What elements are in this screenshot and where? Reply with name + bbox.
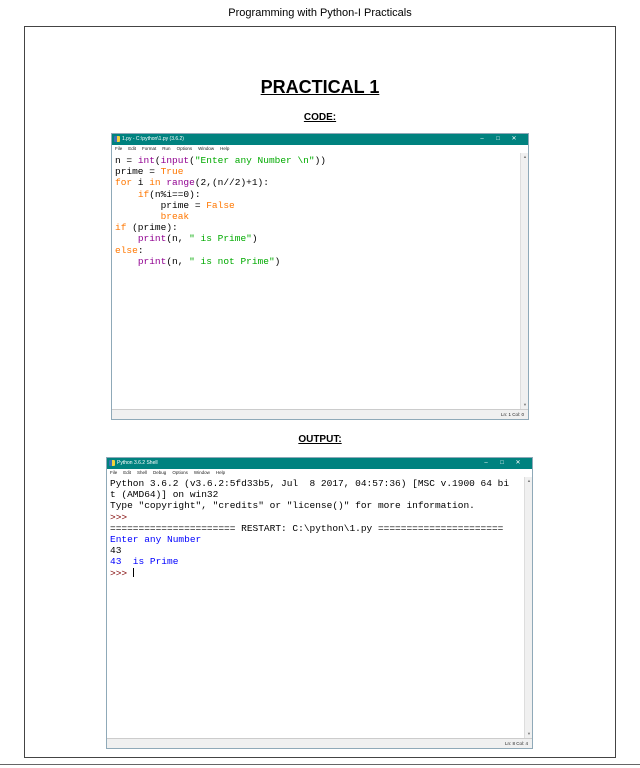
menu-item-file[interactable]: File — [115, 146, 123, 151]
code-token: (prime): — [126, 222, 178, 234]
shell-status-bar: Ln: 8 Col: 4 — [107, 738, 532, 748]
output-heading: OUTPUT: — [298, 434, 342, 445]
close-icon[interactable]: ✕ — [515, 460, 521, 466]
menu-item-format[interactable]: Format — [142, 146, 157, 151]
code-token: t (AMD64)] on win32 — [110, 489, 219, 501]
page-bottom-rule — [0, 764, 640, 765]
minimize-icon[interactable]: – — [484, 460, 488, 466]
code-token: ( — [154, 155, 161, 166]
python-app-icon — [114, 136, 120, 142]
code-token: if — [115, 222, 127, 234]
code-token: >>> — [110, 511, 133, 523]
menu-item-edit[interactable]: Edit — [128, 146, 137, 151]
editor-status-bar: Ln: 1 Col: 0 — [112, 409, 528, 419]
code-token: 43 — [110, 545, 122, 557]
shell-window-title: Python 3.6.2 Shell — [117, 460, 158, 466]
code-token: input — [160, 155, 190, 166]
shell-line — [110, 568, 524, 579]
code-token: )) — [314, 155, 326, 166]
code-heading: CODE: — [303, 112, 337, 123]
menu-item-shell[interactable]: Shell — [137, 470, 148, 475]
code-line — [115, 256, 520, 267]
shell-line — [110, 489, 524, 500]
code-token: ( — [189, 155, 195, 166]
code-token: 43 is Prime — [110, 556, 179, 568]
maximize-icon[interactable]: □ — [500, 460, 504, 466]
code-line — [115, 233, 520, 244]
code-token: ) — [251, 233, 258, 245]
code-token: (n, — [166, 233, 190, 245]
code-token: "Enter any Number \n" — [194, 155, 315, 166]
code-editor-area[interactable] — [112, 153, 520, 409]
text-cursor — [133, 568, 134, 577]
code-token: for — [115, 177, 133, 189]
shell-titlebar — [107, 458, 532, 469]
python-shell-window — [106, 457, 533, 749]
shell-line — [110, 523, 524, 534]
code-token: Python 3.6.2 (v3.6.2:5fd33b5, Jul 8 2017, 04:57:36) [MSC v.1900 64 bi — [110, 478, 510, 489]
code-token — [115, 233, 138, 244]
code-token — [115, 256, 138, 267]
code-token: in — [149, 177, 161, 189]
code-token: i — [132, 177, 150, 189]
shell-line — [110, 556, 524, 567]
menu-item-help[interactable]: Help — [215, 470, 226, 475]
menu-item-options[interactable]: Options — [176, 146, 193, 151]
code-token: n = — [115, 155, 138, 166]
code-token: range — [166, 177, 195, 189]
shell-line — [110, 478, 524, 489]
code-token: : — [137, 244, 144, 256]
scroll-up-icon[interactable]: ▲ — [527, 478, 531, 483]
scroll-down-icon[interactable]: ▼ — [523, 402, 527, 407]
code-token: int — [137, 155, 155, 166]
menu-item-window[interactable]: Window — [198, 146, 215, 151]
editor-menubar — [112, 145, 528, 153]
code-token: Enter any Number — [110, 534, 207, 546]
shell-line — [110, 500, 524, 511]
code-token: (2,(n//2)+1): — [194, 177, 269, 189]
shell-line — [110, 545, 524, 556]
code-token: print — [137, 233, 167, 245]
code-token: print — [137, 255, 167, 267]
menu-item-help[interactable]: Help — [220, 146, 230, 151]
scroll-down-icon[interactable]: ▼ — [527, 731, 531, 736]
menu-item-window[interactable]: Window — [193, 470, 210, 475]
editor-vertical-scrollbar[interactable] — [520, 153, 528, 409]
code-line — [115, 200, 520, 211]
code-token: Type "copyright", "credits" or "license()" for more information. — [110, 500, 475, 512]
code-token: False — [206, 199, 235, 211]
editor-window-title: 1.py - C:\python\1.py (3.6.2) — [122, 136, 184, 142]
code-token: (n, — [166, 255, 190, 267]
shell-menubar — [107, 469, 532, 477]
code-token: >>> — [110, 567, 133, 579]
code-token: if — [137, 188, 150, 200]
code-line — [115, 155, 520, 166]
code-line — [115, 177, 520, 188]
code-token: (n%i==0): — [149, 188, 201, 200]
code-line — [115, 211, 520, 222]
practical-title: PRACTICAL 1 — [260, 77, 380, 97]
shell-output-area[interactable] — [107, 477, 524, 738]
code-token — [115, 211, 161, 222]
scroll-up-icon[interactable]: ▲ — [523, 154, 527, 159]
python-app-icon — [109, 460, 115, 466]
maximize-icon[interactable]: □ — [496, 136, 500, 142]
code-token: else — [115, 244, 138, 256]
code-line — [115, 166, 520, 177]
code-line — [115, 222, 520, 233]
code-token: ) — [274, 255, 281, 267]
code-token: " is Prime" — [189, 233, 252, 245]
code-token: " is not Prime" — [189, 255, 275, 267]
code-token: prime = — [115, 166, 161, 178]
menu-item-options[interactable]: Options — [172, 470, 188, 475]
menu-item-run[interactable]: Run — [162, 146, 171, 151]
menu-item-file[interactable]: File — [110, 470, 118, 475]
shell-vertical-scrollbar[interactable] — [524, 477, 532, 738]
code-token: break — [160, 211, 190, 223]
code-token: prime = — [115, 199, 207, 211]
minimize-icon[interactable]: – — [480, 136, 484, 142]
menu-item-debug[interactable]: Debug — [153, 470, 167, 475]
menu-item-edit[interactable]: Edit — [123, 470, 132, 475]
code-editor-window — [111, 133, 529, 420]
code-token: ====================== RESTART: C:\python\1.py ====================== — [110, 522, 504, 534]
code-token — [115, 189, 138, 200]
running-header: Programming with Python-I Practicals — [228, 7, 412, 19]
close-icon[interactable]: ✕ — [511, 136, 517, 142]
code-line — [115, 189, 520, 200]
shell-line — [110, 534, 524, 545]
shell-line — [110, 512, 524, 523]
code-line — [115, 245, 520, 256]
code-token: True — [160, 166, 184, 178]
editor-titlebar — [112, 134, 528, 145]
